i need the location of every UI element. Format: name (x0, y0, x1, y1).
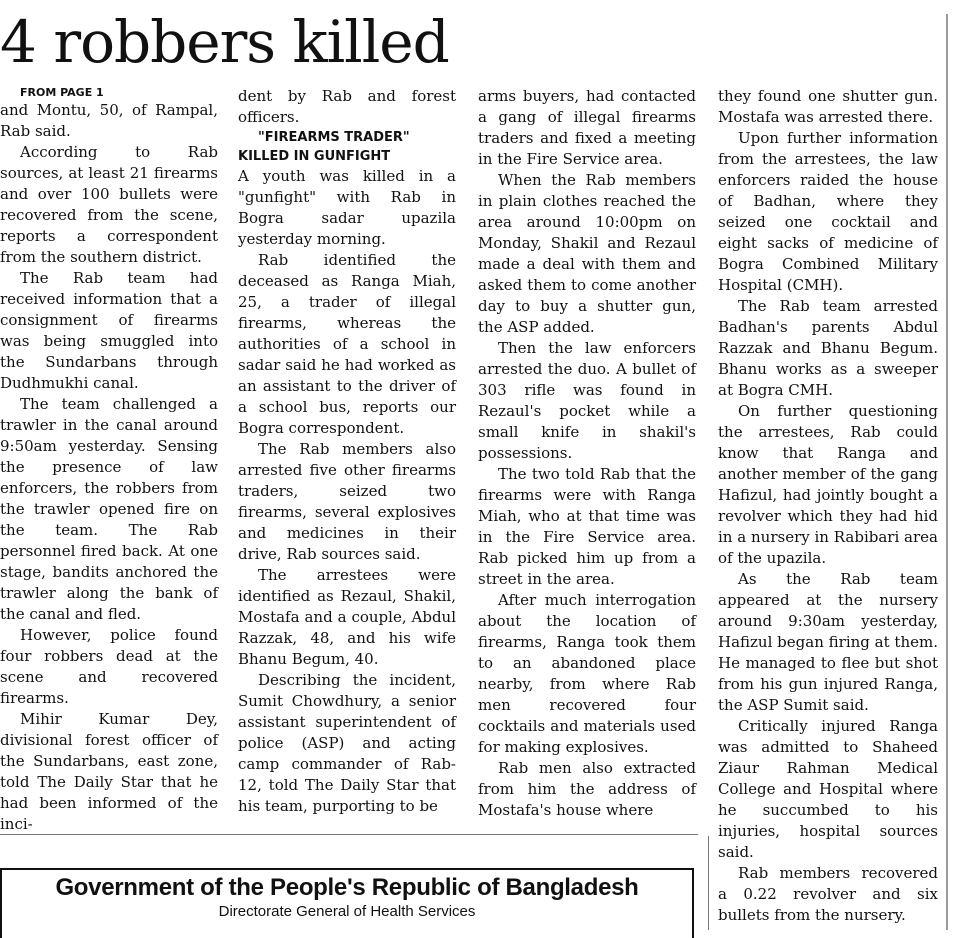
subheading: "FIREARMS TRADER" KILLED IN GUNFIGHT (238, 130, 410, 164)
paragraph: and Montu, 50, of Rampal, Rab said. (0, 101, 218, 140)
paragraph: arms buyers, had contacted a gang of illegal firearms traders and fixed a meeting in the Fire Service area. (478, 87, 696, 168)
paragraph: The Rab team arrested Badhan's parents Abdul Razzak and Bhanu Begum. Bhanu works as a sweeper at Bogra CMH. (718, 297, 938, 399)
paragraph: The arrestees were identified as Rezaul, Shakil, Mostafa and a couple, Abdul Razzak, 48, and his wife Bhanu Begum, 40. (238, 566, 456, 668)
ad-subtitle: Directorate General of Health Services (218, 903, 476, 920)
headline: 4 robbers killed (0, 8, 449, 76)
paragraph: Critically injured Ranga was admitted to Shaheed Ziaur Rahman Medical College and Hospital where he succumbed to his injuries, hospital sources said. (718, 717, 938, 861)
paragraph: However, police found four robbers dead at the scene and recovered firearms. (0, 626, 218, 707)
article-column-3 (478, 86, 696, 821)
paragraph: When the Rab members in plain clothes reached the area around 10:00pm on Monday, Shakil and Rezaul made a deal with them and asked them to come another day to buy a shutter gun, the ASP added. (478, 171, 696, 336)
paragraph: After much interrogation about the location of firearms, Ranga took them to an abandoned place nearby, from where Rab men recovered four cocktails and materials used for making explosives. (478, 591, 696, 756)
paragraph: Then the law enforcers arrested the duo. A bullet of 303 rifle was found in Rezaul's pocket while a small knife in shakil's possessions. (478, 339, 696, 462)
paragraph: they found one shutter gun. Mostafa was arrested there. (718, 87, 938, 126)
paragraph: Describing the incident, Sumit Chowdhury, a senior assistant superintendent of police (ASP) and acting camp commander of Rab-12, told The Daily Star that his team, purporting to be (238, 671, 456, 815)
paragraph: Rab identified the deceased as Ranga Miah, 25, a trader of illegal firearms, whereas the authorities of a school in sadar said he had worked as an assistant to the driver of a school bus, reports our Bogra correspondent. (238, 251, 456, 437)
article-column-1 (0, 86, 218, 835)
paragraph: The Rab team had received information that a consignment of firearms was being smuggled into the Sundarbans through Dudhmukhi canal. (0, 269, 218, 392)
column-divider (946, 14, 948, 930)
paragraph: A youth was killed in a "gunfight" with Rab in Bogra sadar upazila yesterday morning. (238, 167, 456, 248)
paragraph: dent by Rab and forest officers. (238, 87, 456, 126)
government-advertisement (0, 868, 694, 938)
paragraph: As the Rab team appeared at the nursery around 9:30am yesterday, Hafizul began firing at them. He managed to flee but shot from his gun injured Ranga, the ASP Sumit said. (718, 570, 938, 714)
paragraph: Rab men also extracted from him the address of Mostafa's house where (478, 759, 696, 819)
paragraph: The Rab members also arrested five other firearms traders, seized two firearms, several explosives and medicines in their drive, Rab sources said. (238, 440, 456, 563)
paragraph: Upon further information from the arrestees, the law enforcers raided the house of Badhan, where they seized one cocktail and eight sacks of medicine of Bogra Combined Military Hospital (CMH). (718, 129, 938, 294)
column-divider (708, 836, 709, 930)
article-column-4 (718, 86, 938, 926)
article-bottom-rule (0, 834, 698, 835)
paragraph: The team challenged a trawler in the canal around 9:50am yesterday. Sensing the presence of law enforcers, the robbers from the trawler opened fire on the team. The Rab personnel fired back. At one stage, bandits anchored the trawler along the bank of the canal and fled. (0, 395, 218, 623)
paragraph: On further questioning the arrestees, Rab could know that Ranga and another member of the gang Hafizul, had jointly bought a revolver which they had hid in a nursery in Rabibari area of the upazila. (718, 402, 938, 567)
continuation-label: FROM PAGE 1 (20, 86, 104, 99)
article-column-2 (238, 86, 456, 817)
paragraph: The two told Rab that the firearms were with Ranga Miah, who at that time was in the Fire Service area. Rab picked him up from a street in the area. (478, 465, 696, 588)
paragraph: Rab members recovered a 0.22 revolver and six bullets from the nursery. (718, 864, 938, 924)
paragraph: Mihir Kumar Dey, divisional forest officer of the Sundarbans, east zone, told The Daily Star that he had been informed of the inci- (0, 710, 218, 833)
ad-title: Government of the People's Republic of Bangladesh (55, 874, 639, 901)
paragraph: According to Rab sources, at least 21 firearms and over 100 bullets were recovered from the scene, reports a correspondent from the southern district. (0, 143, 218, 266)
